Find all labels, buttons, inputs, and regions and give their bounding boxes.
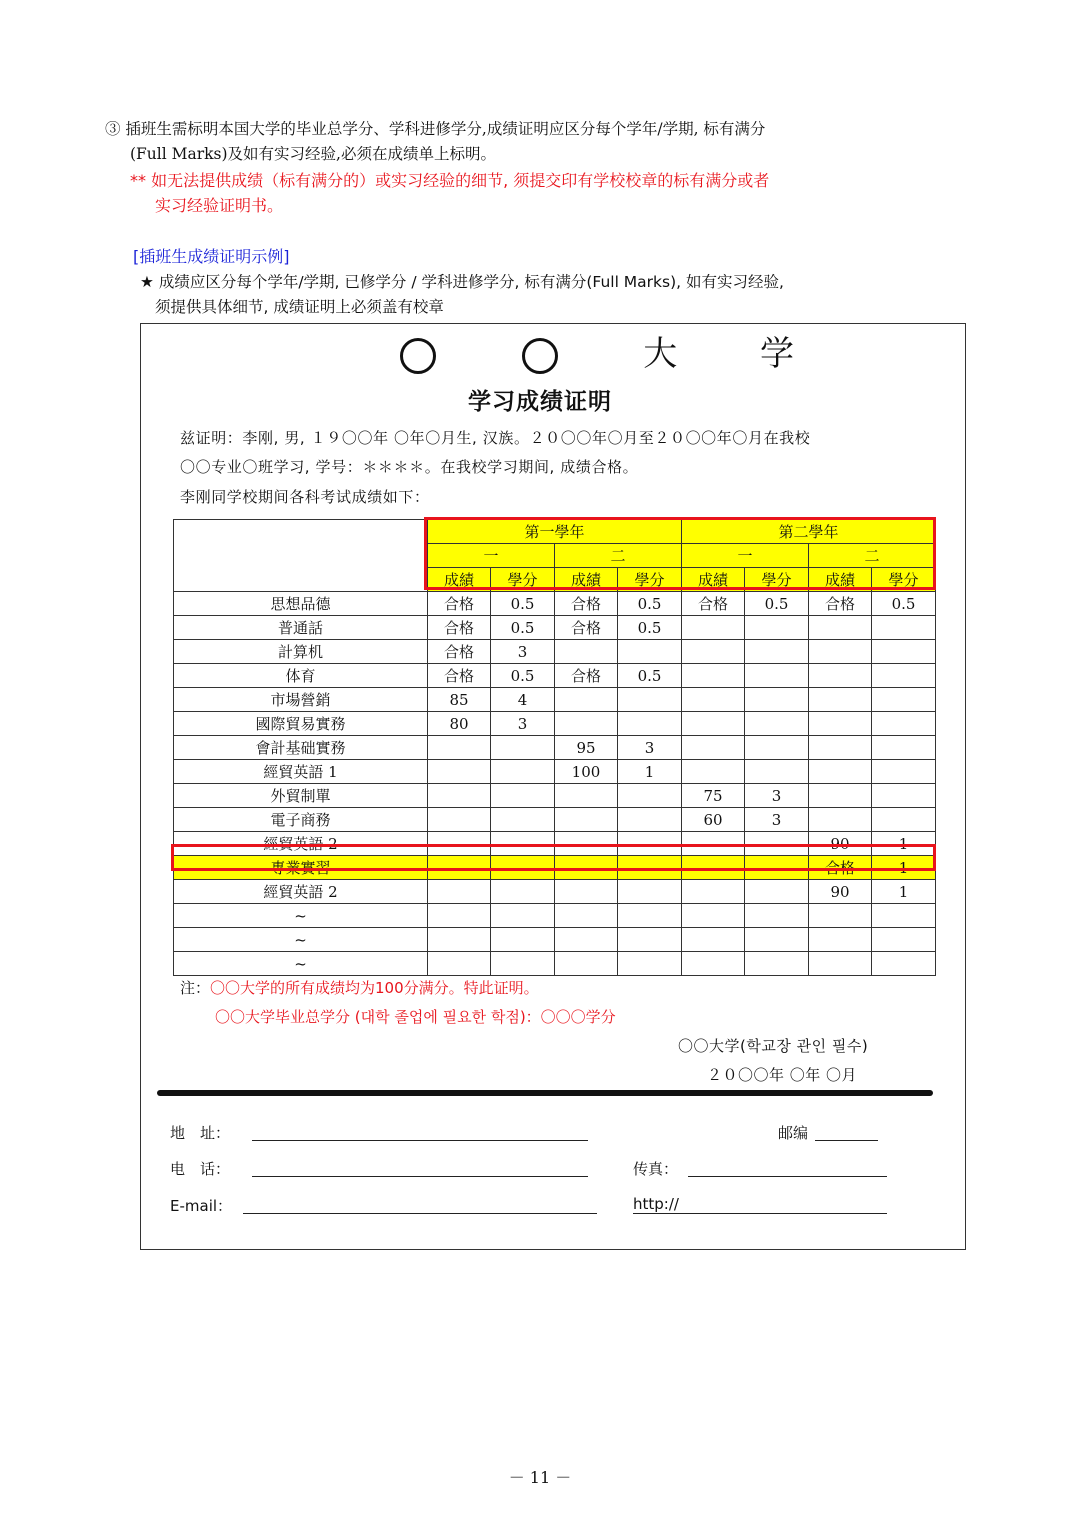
grade-cell: 合格 (809, 592, 872, 616)
grade-cell: 合格 (428, 664, 491, 688)
grade-cell (809, 736, 872, 760)
subject-cell: 電子商務 (174, 808, 428, 832)
column-header: 學分 (491, 568, 555, 592)
grade-cell (555, 712, 618, 736)
grade-cell (428, 736, 491, 760)
credit-cell (491, 928, 555, 952)
credit-cell (745, 760, 809, 784)
certificate-title: 学习成绩证明 (468, 389, 612, 415)
credit-cell: 0.5 (618, 664, 682, 688)
grade-row (174, 640, 936, 664)
column-header: 成績 (428, 568, 491, 592)
credit-cell (872, 688, 936, 712)
grade-cell (809, 952, 872, 976)
credit-cell (618, 688, 682, 712)
credit-cell: 3 (745, 784, 809, 808)
grade-cell: 合格 (555, 664, 618, 688)
grade-row (174, 784, 936, 808)
grade-cell: 合格 (682, 592, 745, 616)
grade-cell (428, 928, 491, 952)
credit-cell: 3 (745, 808, 809, 832)
subject-cell: 普通話 (174, 616, 428, 640)
term-header: 一 (428, 544, 555, 568)
credit-cell (745, 928, 809, 952)
grade-cell (809, 616, 872, 640)
circle-placeholder-icon (522, 338, 558, 374)
column-header: 成績 (809, 568, 872, 592)
grade-cell (555, 904, 618, 928)
phone-label: 电 话： (170, 1160, 231, 1178)
grade-row (174, 952, 936, 976)
subject-cell: 專業實習 (174, 856, 428, 880)
grade-cell (682, 736, 745, 760)
grade-cell (428, 760, 491, 784)
header-highlight-box (424, 517, 936, 590)
credit-cell (872, 640, 936, 664)
grade-cell (555, 952, 618, 976)
term-header: 二 (809, 544, 936, 568)
credit-cell (745, 616, 809, 640)
divider-line (157, 1090, 933, 1096)
credit-cell (745, 688, 809, 712)
footnote-1-text: 〇〇大学的所有成绩均为100分满分。特此证明。 (210, 979, 539, 997)
credit-cell (745, 904, 809, 928)
address-label: 地 址： (170, 1124, 231, 1142)
address-underline (252, 1140, 588, 1141)
subject-cell: 市場營銷 (174, 688, 428, 712)
credit-cell (618, 904, 682, 928)
credit-cell: 4 (491, 688, 555, 712)
credit-cell (872, 904, 936, 928)
grade-cell (428, 952, 491, 976)
subject-cell: 會計基础實務 (174, 736, 428, 760)
credit-cell (618, 808, 682, 832)
postcode-underline (815, 1140, 878, 1141)
intro-line-1: ③ 插班生需标明本国大学的毕业总学分、学科进修学分,成绩证明应区分每个学年/学期, 标有满分 (105, 120, 766, 138)
credit-cell (872, 664, 936, 688)
grade-cell: 75 (682, 784, 745, 808)
credit-cell (872, 736, 936, 760)
grade-cell (809, 904, 872, 928)
grade-cell: 合格 (555, 616, 618, 640)
grade-cell: 80 (428, 712, 491, 736)
credit-cell (745, 952, 809, 976)
certificate-body-3: 李刚同学校期间各科考试成绩如下： (180, 488, 430, 506)
subject-cell: 經貿英語 1 (174, 760, 428, 784)
warning-line-1: ** 如无法提供成绩（标有满分的）或实习经验的细节, 须提交印有学校校章的标有满分或者 (130, 171, 770, 190)
grade-cell (682, 928, 745, 952)
internship-highlight-box (171, 844, 936, 871)
grade-cell (428, 904, 491, 928)
column-header: 成績 (682, 568, 745, 592)
grade-row (174, 880, 936, 904)
credit-cell (491, 808, 555, 832)
grade-cell (682, 688, 745, 712)
certificate-body-1: 兹证明：李刚, 男, １９〇〇年 〇年〇月生, 汉族。２０〇〇年〇月至２０〇〇年〇月在我校 (180, 429, 811, 447)
grade-cell (555, 808, 618, 832)
subject-cell: ~ (174, 952, 428, 976)
grade-cell (682, 712, 745, 736)
grade-cell (555, 688, 618, 712)
note-line-1: ★ 成绩应区分每个学年/学期, 已修学分 / 学科进修学分, 标有满分(Full Marks), 如有实习经验, (140, 273, 784, 291)
credit-cell: 0.5 (491, 592, 555, 616)
grade-cell (555, 784, 618, 808)
signature-line-1: 〇〇大学(학교장 관인 필수) (678, 1037, 869, 1055)
year-header: 第二學年 (682, 520, 936, 544)
grade-cell: 合格 (809, 856, 872, 880)
credit-cell (872, 808, 936, 832)
credit-cell (491, 904, 555, 928)
grade-cell (809, 688, 872, 712)
credit-cell (491, 784, 555, 808)
credit-cell (491, 880, 555, 904)
credit-cell: 3 (491, 712, 555, 736)
page-number: － 11 － (508, 1468, 572, 1487)
credit-cell (745, 712, 809, 736)
postcode-label: 邮编 (778, 1124, 809, 1142)
grade-cell (809, 640, 872, 664)
grade-cell: 合格 (428, 592, 491, 616)
credit-cell (618, 952, 682, 976)
university-text: 大 学 (643, 334, 831, 374)
credit-cell (618, 712, 682, 736)
grade-cell: 95 (555, 736, 618, 760)
column-header: 學分 (872, 568, 936, 592)
column-header: 學分 (618, 568, 682, 592)
grade-cell (809, 760, 872, 784)
grade-cell (555, 640, 618, 664)
fax-underline (688, 1176, 887, 1177)
credit-cell: 0.5 (872, 592, 936, 616)
grade-cell: 85 (428, 688, 491, 712)
credit-cell: 1 (872, 856, 936, 880)
grade-cell: 60 (682, 808, 745, 832)
subject-cell: 計算机 (174, 640, 428, 664)
grade-cell (809, 808, 872, 832)
warning-line-2: 实习经验证明书。 (155, 196, 284, 215)
credit-cell (491, 736, 555, 760)
credit-cell: 0.5 (491, 616, 555, 640)
credit-cell (618, 880, 682, 904)
grade-cell (682, 760, 745, 784)
credit-cell: 3 (618, 736, 682, 760)
footnote-2: 〇〇大学毕业总学分 (대학 졸업에 필요한 학점)：〇〇〇学分 (215, 1008, 616, 1026)
intro-line-2: (Full Marks)及如有实习经验,必须在成绩单上标明。 (130, 145, 496, 163)
fax-label: 传真： (633, 1160, 679, 1178)
certificate-body-2: 〇〇专业〇班学习, 学号：＊＊＊＊。在我校学习期间, 成绩合格。 (180, 458, 639, 476)
credit-cell: 0.5 (618, 592, 682, 616)
grade-cell: 90 (809, 880, 872, 904)
grade-row (174, 616, 936, 640)
grade-cell (809, 712, 872, 736)
grade-cell (682, 952, 745, 976)
credit-cell (872, 784, 936, 808)
credit-cell (745, 880, 809, 904)
grade-row (174, 928, 936, 952)
grade-row (174, 592, 936, 616)
column-header: 學分 (745, 568, 809, 592)
footnote-1 (180, 977, 539, 998)
term-header: 二 (555, 544, 682, 568)
grade-cell: 100 (555, 760, 618, 784)
grade-cell (555, 880, 618, 904)
credit-cell (745, 640, 809, 664)
grade-row (174, 736, 936, 760)
credit-cell (872, 928, 936, 952)
year-header: 第一學年 (428, 520, 682, 544)
credit-cell (491, 760, 555, 784)
subject-header-cell (174, 520, 428, 592)
credit-cell: 1 (872, 880, 936, 904)
grade-cell (555, 928, 618, 952)
credit-cell (491, 952, 555, 976)
email-label: E-mail： (170, 1197, 233, 1215)
circle-placeholder-icon (400, 338, 436, 374)
grade-row (174, 664, 936, 688)
grade-cell (682, 904, 745, 928)
grade-cell: 合格 (428, 640, 491, 664)
grade-cell (682, 664, 745, 688)
subject-cell: 經貿英語 2 (174, 832, 428, 856)
signature-date: ２０〇〇年 〇年 〇月 (707, 1066, 858, 1084)
email-underline (243, 1213, 597, 1214)
subject-cell: ~ (174, 904, 428, 928)
credit-cell (872, 952, 936, 976)
subject-cell: 外貿制單 (174, 784, 428, 808)
grade-cell (809, 928, 872, 952)
credit-cell (872, 712, 936, 736)
phone-underline (252, 1176, 588, 1177)
grade-cell: 合格 (428, 616, 491, 640)
credit-cell (872, 616, 936, 640)
footnote-label: 注： (180, 979, 211, 997)
subject-cell: 体育 (174, 664, 428, 688)
grade-cell (428, 808, 491, 832)
grade-cell: 合格 (555, 592, 618, 616)
subject-cell: 國際貿易實務 (174, 712, 428, 736)
http-underline (633, 1213, 887, 1214)
column-header: 成績 (555, 568, 618, 592)
grade-cell (682, 616, 745, 640)
credit-cell (872, 760, 936, 784)
credit-cell: 3 (491, 640, 555, 664)
credit-cell (745, 664, 809, 688)
credit-cell: 0.5 (491, 664, 555, 688)
grade-cell (428, 880, 491, 904)
credit-cell: 0.5 (618, 616, 682, 640)
subject-cell: ~ (174, 928, 428, 952)
grade-cell (682, 640, 745, 664)
grade-cell (809, 784, 872, 808)
subject-cell: 思想品德 (174, 592, 428, 616)
grade-cell (809, 664, 872, 688)
grade-cell (428, 784, 491, 808)
grade-row (174, 712, 936, 736)
term-header: 一 (682, 544, 809, 568)
credit-cell (745, 736, 809, 760)
subject-cell: 經貿英語 2 (174, 880, 428, 904)
grade-cell: 90 (809, 832, 872, 856)
credit-cell: 0.5 (745, 592, 809, 616)
credit-cell: 1 (618, 760, 682, 784)
credit-cell (618, 784, 682, 808)
example-label: [插班生成绩证明示例] (133, 247, 290, 266)
note-line-2: 须提供具体细节, 成绩证明上必须盖有校章 (155, 298, 444, 316)
grade-row (174, 808, 936, 832)
grade-row (174, 688, 936, 712)
grade-row (174, 760, 936, 784)
credit-cell (618, 640, 682, 664)
credit-cell: 1 (872, 832, 936, 856)
http-label: http:// (633, 1195, 679, 1213)
grade-cell (682, 880, 745, 904)
credit-cell (618, 928, 682, 952)
grade-row (174, 904, 936, 928)
university-heading (400, 326, 830, 375)
